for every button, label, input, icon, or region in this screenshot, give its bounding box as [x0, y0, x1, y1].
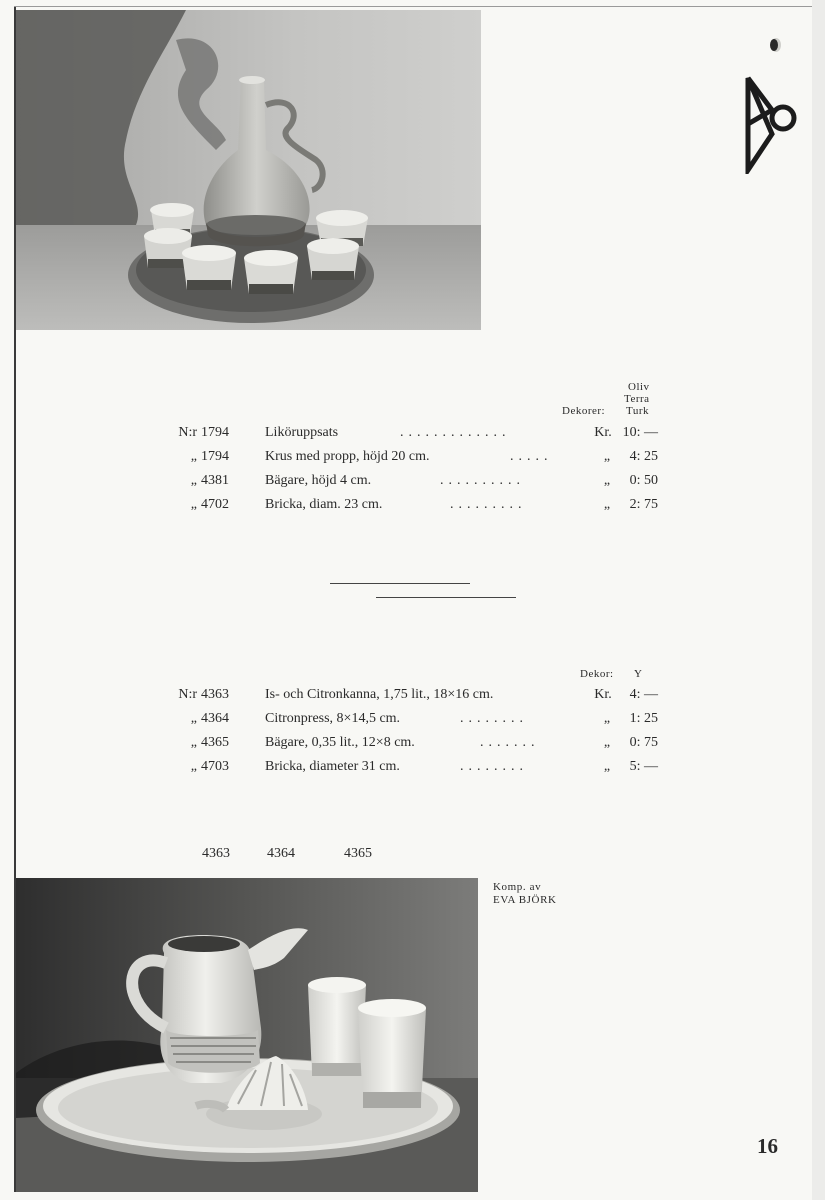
article-number: 4364	[201, 711, 229, 726]
decor-value: Y	[634, 668, 643, 680]
article-description: Bägare, 0,35 lit., 12×8 cm.	[265, 735, 415, 750]
page-number: 16	[757, 1134, 778, 1158]
dot-leader: .............	[400, 425, 511, 440]
article-number: 4363	[201, 687, 229, 702]
article-price: 10: —	[622, 425, 658, 440]
article-number: 4365	[201, 735, 229, 750]
section-divider-bottom	[376, 597, 516, 598]
currency: „	[603, 711, 611, 726]
article-description: Krus med propp, höjd 20 cm.	[265, 449, 430, 464]
dot-leader: ..........	[440, 473, 525, 488]
price-row	[150, 422, 660, 444]
currency: Kr.	[594, 425, 612, 440]
dot-leader: ........	[460, 711, 528, 726]
article-number: 1794	[201, 425, 229, 440]
dot-leader: .........	[450, 497, 527, 512]
page-right-edge	[812, 0, 825, 1200]
price-row	[150, 732, 660, 754]
article-price: 4: —	[629, 687, 658, 702]
designer-credit-label: Komp. av	[493, 881, 542, 893]
article-number: 4381	[201, 473, 229, 488]
item-label-4365: 4365	[344, 846, 372, 861]
row-prefix: „	[190, 711, 197, 726]
article-price: 1: 25	[629, 711, 658, 726]
article-description: Bricka, diameter 31 cm.	[265, 759, 400, 774]
decor-header-label: Dekorer:	[562, 405, 606, 417]
row-prefix: „	[190, 759, 197, 774]
article-description: Citronpress, 8×14,5 cm.	[265, 711, 401, 726]
currency: „	[603, 497, 611, 512]
designer-name: EVA BJÖRK	[493, 894, 557, 906]
decor-name-oliv: Oliv	[628, 381, 650, 393]
hole-punch-icon	[768, 36, 782, 54]
article-description: Is- och Citronkanna, 1,75 lit., 18×16 cm.	[265, 687, 494, 702]
price-row	[150, 684, 660, 706]
bo-logo-icon	[742, 74, 802, 174]
currency: „	[603, 759, 611, 774]
article-description: Bricka, diam. 23 cm.	[265, 497, 383, 512]
lemonade-set-photo	[16, 878, 478, 1192]
item-label-4364: 4364	[267, 846, 295, 861]
row-prefix: „	[190, 497, 197, 512]
article-price: 0: 50	[629, 473, 658, 488]
section-divider-top	[330, 583, 470, 584]
currency: „	[603, 449, 611, 464]
article-price: 2: 75	[629, 497, 658, 512]
dot-leader: .....	[510, 449, 553, 464]
article-description: Bägare, höjd 4 cm.	[265, 473, 372, 488]
article-price: 4: 25	[629, 449, 658, 464]
article-description: Liköruppsats	[265, 425, 339, 440]
liqueur-set-photo	[16, 10, 481, 330]
row-prefix: N:r	[178, 687, 197, 702]
price-row	[150, 494, 660, 516]
dot-leader: ........	[460, 759, 528, 774]
decor-header-label: Dekor:	[580, 668, 614, 680]
dot-leader: .......	[480, 735, 540, 750]
item-label-4363: 4363	[202, 846, 230, 861]
currency: Kr.	[594, 687, 612, 702]
price-row	[150, 708, 660, 730]
article-price: 5: —	[629, 759, 658, 774]
row-prefix: „	[190, 735, 197, 750]
row-prefix: N:r	[178, 425, 197, 440]
row-prefix: „	[190, 449, 197, 464]
decor-name-turk: Turk	[626, 405, 649, 417]
decor-name-terra: Terra	[624, 393, 650, 405]
article-number: 1794	[201, 449, 229, 464]
row-prefix: „	[190, 473, 197, 488]
article-price: 0: 75	[629, 735, 658, 750]
currency: „	[603, 473, 611, 488]
price-row	[150, 446, 660, 468]
price-row	[150, 756, 660, 778]
price-row	[150, 470, 660, 492]
page-top-rule	[14, 6, 814, 7]
article-number: 4702	[201, 497, 229, 512]
currency: „	[603, 735, 611, 750]
article-number: 4703	[201, 759, 229, 774]
